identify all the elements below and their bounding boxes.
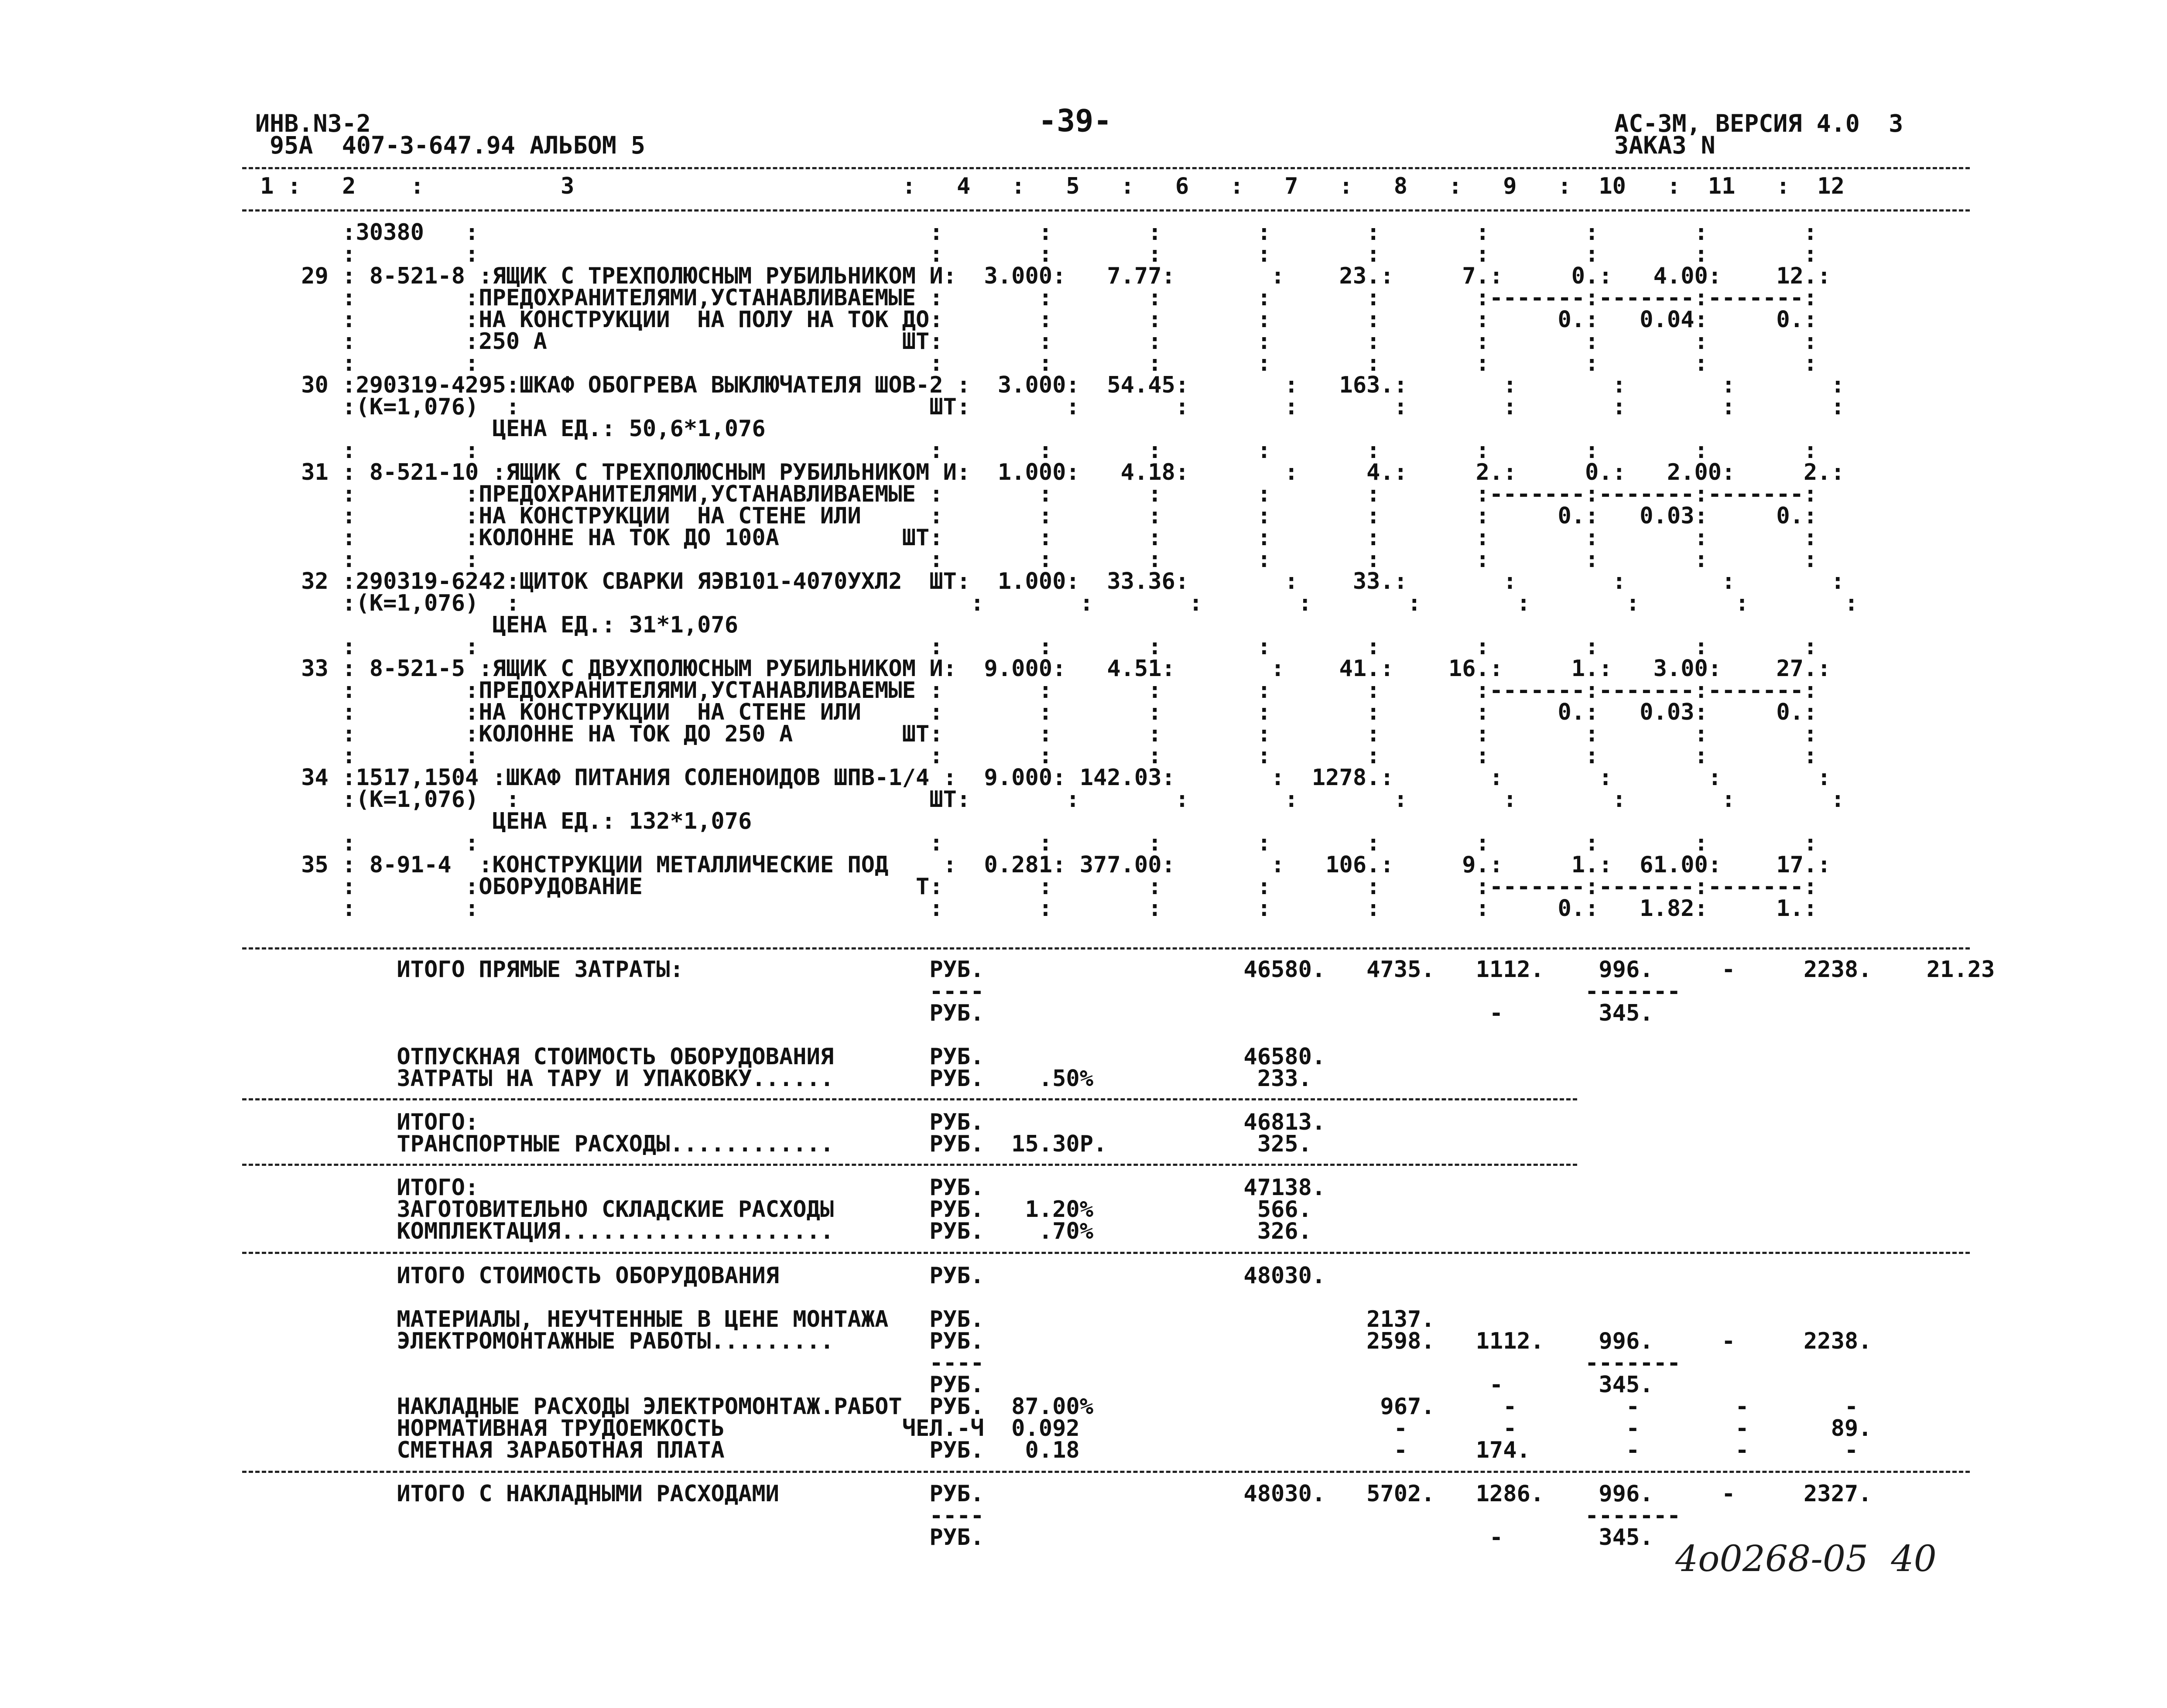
summary-line: ---- ------- (246, 1503, 1681, 1529)
summary-line: ТРАНСПОРТНЫЕ РАСХОДЫ............ РУБ. 15.30Р. 325. (246, 1131, 1312, 1157)
summary-line: ИТОГО С НАКЛАДНЫМИ РАСХОДАМИ РУБ. 48030. 5702. 1286. 996. - 2327. (246, 1481, 1872, 1507)
table-row: ЦЕНА ЕД.: 31*1,076 (246, 612, 739, 638)
table-row: 29 : 8-521-8 :ЯЩИК С ТРЕХПОЛЮСНЫМ РУБИЛЬНИКОМ И: 3.000: 7.77: : 23.: 7.: 0.: 4.00: 12.: (246, 263, 1831, 289)
system-version: АС-3М, ВЕРСИЯ 4.0 3 (1614, 109, 1903, 137)
table-row: : : : : : : : : : : : (246, 743, 1818, 769)
inventory-number: ИНВ.N3-2 (255, 109, 371, 137)
summary-line: РУБ. - 345. (246, 1372, 1653, 1398)
table-row: : : : : : : : : : : : (246, 350, 1818, 376)
table-row: : : : : : : : : : : : (246, 634, 1818, 660)
summary-line: РУБ. - 345. (246, 1000, 1653, 1026)
summary-line: ИТОГО СТОИМОСТЬ ОБОРУДОВАНИЯ РУБ. 48030. (246, 1263, 1326, 1289)
summary-line: ЗАГОТОВИТЕЛЬНО СКЛАДСКИЕ РАСХОДЫ РУБ. 1.20% 566. (246, 1196, 1312, 1223)
table-row: : :ПРЕДОХРАНИТЕЛЯМИ,УСТАНАВЛИВАЕМЫЕ : : : : : :-------:-------:-------: (246, 481, 1818, 507)
header-rule-bottom (242, 209, 1970, 212)
summary-line: ИТОГО ПРЯМЫЕ ЗАТРАТЫ: РУБ. 46580. 4735. 1112. 996. - 2238. 21.23 (246, 956, 1995, 983)
summary-line: ИТОГО: РУБ. 46813. (246, 1109, 1326, 1135)
subtotal-rule-1 (242, 1098, 1577, 1100)
table-row: : : : : : : : : : : : (246, 241, 1818, 267)
table-row: ЦЕНА ЕД.: 132*1,076 (246, 808, 752, 834)
totals-rule (242, 947, 1970, 950)
page-number: -39- (1038, 103, 1112, 139)
table-row: 35 : 8-91-4 :КОНСТРУКЦИИ МЕТАЛЛИЧЕСКИЕ ПОД : 0.281: 377.00: : 106.: 9.: 1.: 61.00: 17.: (246, 852, 1831, 878)
table-row: 31 : 8-521-10 :ЯЩИК С ТРЕХПОЛЮСНЫМ РУБИЛЬНИКОМ И: 1.000: 4.18: : 4.: 2.: 0.: 2.00: 2.: (246, 459, 1845, 485)
summary-line: РУБ. - 345. (246, 1524, 1653, 1551)
table-row: 33 : 8-521-5 :ЯЩИК С ДВУХПОЛЮСНЫМ РУБИЛЬНИКОМ И: 9.000: 4.51: : 41.: 16.: 1.: 3.00: 27.: (246, 656, 1831, 682)
table-row: :(К=1,076) : ШТ: : : : : : : : : (246, 786, 1845, 813)
summary-line: МАТЕРИАЛЫ, НЕУЧТЕННЫЕ В ЦЕНЕ МОНТАЖА РУБ. 2137. (246, 1306, 1435, 1332)
subtotal-rule-3 (242, 1252, 1970, 1254)
order-label: ЗАКАЗ N (1614, 131, 1715, 159)
table-row: : :КОЛОННЕ НА ТОК ДО 100А ШТ: : : : : : : : : (246, 525, 1818, 551)
summary-line: ОТПУСКНАЯ СТОИМОСТЬ ОБОРУДОВАНИЯ РУБ. 46580. (246, 1044, 1326, 1070)
table-row: : :НА КОНСТРУКЦИИ НА ПОЛУ НА ТОК ДО: : : : : : 0.: 0.04: 0.: (246, 307, 1818, 333)
table-row: 34 :1517,1504 :ШКАФ ПИТАНИЯ СОЛЕНОИДОВ ШПВ-1/4 : 9.000: 142.03: : 1278.: : : : : (246, 765, 1831, 791)
table-row: : :ПРЕДОХРАНИТЕЛЯМИ,УСТАНАВЛИВАЕМЫЕ : : : : : :-------:-------:-------: (246, 677, 1818, 704)
table-row: 32 :290319-6242:ЩИТОК СВАРКИ ЯЭВ101-4070УХЛ2 ШТ: 1.000: 33.36: : 33.: : : : : (246, 568, 1845, 594)
table-row: 30 :290319-4295:ШКАФ ОБОГРЕВА ВЫКЛЮЧАТЕЛЯ ШОВ-2 : 3.000: 54.45: : 163.: : : : : (246, 372, 1845, 398)
summary-line: ---- ------- (246, 978, 1681, 1004)
table-row: : :НА КОНСТРУКЦИИ НА СТЕНЕ ИЛИ : : : : : : 0.: 0.03: 0.: (246, 699, 1818, 725)
table-row: : :КОЛОННЕ НА ТОК ДО 250 А ШТ: : : : : : : : : (246, 721, 1818, 747)
subtotal-rule-4 (242, 1471, 1970, 1473)
summary-line: ---- ------- (246, 1350, 1681, 1376)
handwritten-signature: 4о0268-05 40 (1675, 1538, 1937, 1580)
table-row: :(К=1,076) : ШТ: : : : : : : : : (246, 394, 1845, 420)
table-row: : : : : : : : : 0.: 1.82: 1.: (246, 895, 1818, 922)
table-row: : : : : : : : : : : : (246, 830, 1818, 856)
table-row: : : : : : : : : : : : (246, 437, 1818, 464)
table-row: : :ПРЕДОХРАНИТЕЛЯМИ,УСТАНАВЛИВАЕМЫЕ : : : : : :-------:-------:-------: (246, 285, 1818, 311)
summary-line: НОРМАТИВНАЯ ТРУДОЕМКОСТЬ ЧЕЛ.-Ч 0.092 - - - - 89. (246, 1415, 1872, 1442)
table-row: :30380 : : : : : : : : : : (246, 219, 1818, 246)
table-row: ЦЕНА ЕД.: 50,6*1,076 (246, 416, 766, 442)
summary-line: ИТОГО: РУБ. 47138. (246, 1175, 1326, 1201)
summary-line: НАКЛАДНЫЕ РАСХОДЫ ЭЛЕКТРОМОНТАЖ.РАБОТ РУБ. 87.00% 967. - - - - (246, 1394, 1859, 1420)
document-code: 95А 407-3-647.94 АЛЬБОМ 5 (255, 131, 646, 159)
summary-line: КОМПЛЕКТАЦИЯ.................... РУБ. .70% 326. (246, 1218, 1312, 1244)
table-row: : :НА КОНСТРУКЦИИ НА СТЕНЕ ИЛИ : : : : : : 0.: 0.03: 0.: (246, 503, 1818, 529)
header-rule-top (242, 167, 1970, 169)
table-row: : :ОБОРУДОВАНИЕ Т: : : : : :-------:-------:-------: (246, 874, 1818, 900)
table-row: :(К=1,076) : : : : : : : : : : (246, 590, 1859, 616)
summary-line: СМЕТНАЯ ЗАРАБОТНАЯ ПЛАТА РУБ. 0.18 - 174. - - - (246, 1437, 1859, 1463)
table-row: : :250 А ШТ: : : : : : : : : (246, 328, 1818, 355)
table-row: : : : : : : : : : : : (246, 547, 1818, 573)
summary-line: ЗАТРАТЫ НА ТАРУ И УПАКОВКУ...... РУБ. .50% 233. (246, 1066, 1312, 1092)
subtotal-rule-2 (242, 1164, 1577, 1166)
summary-line: ЭЛЕКТРОМОНТАЖНЫЕ РАБОТЫ......... РУБ. 2598. 1112. 996. - 2238. (246, 1328, 1872, 1354)
column-header: 1 : 2 : 3 : 4 : 5 : 6 : 7 : 8 : 9 : 10 : 11 : 12 (246, 173, 1845, 199)
